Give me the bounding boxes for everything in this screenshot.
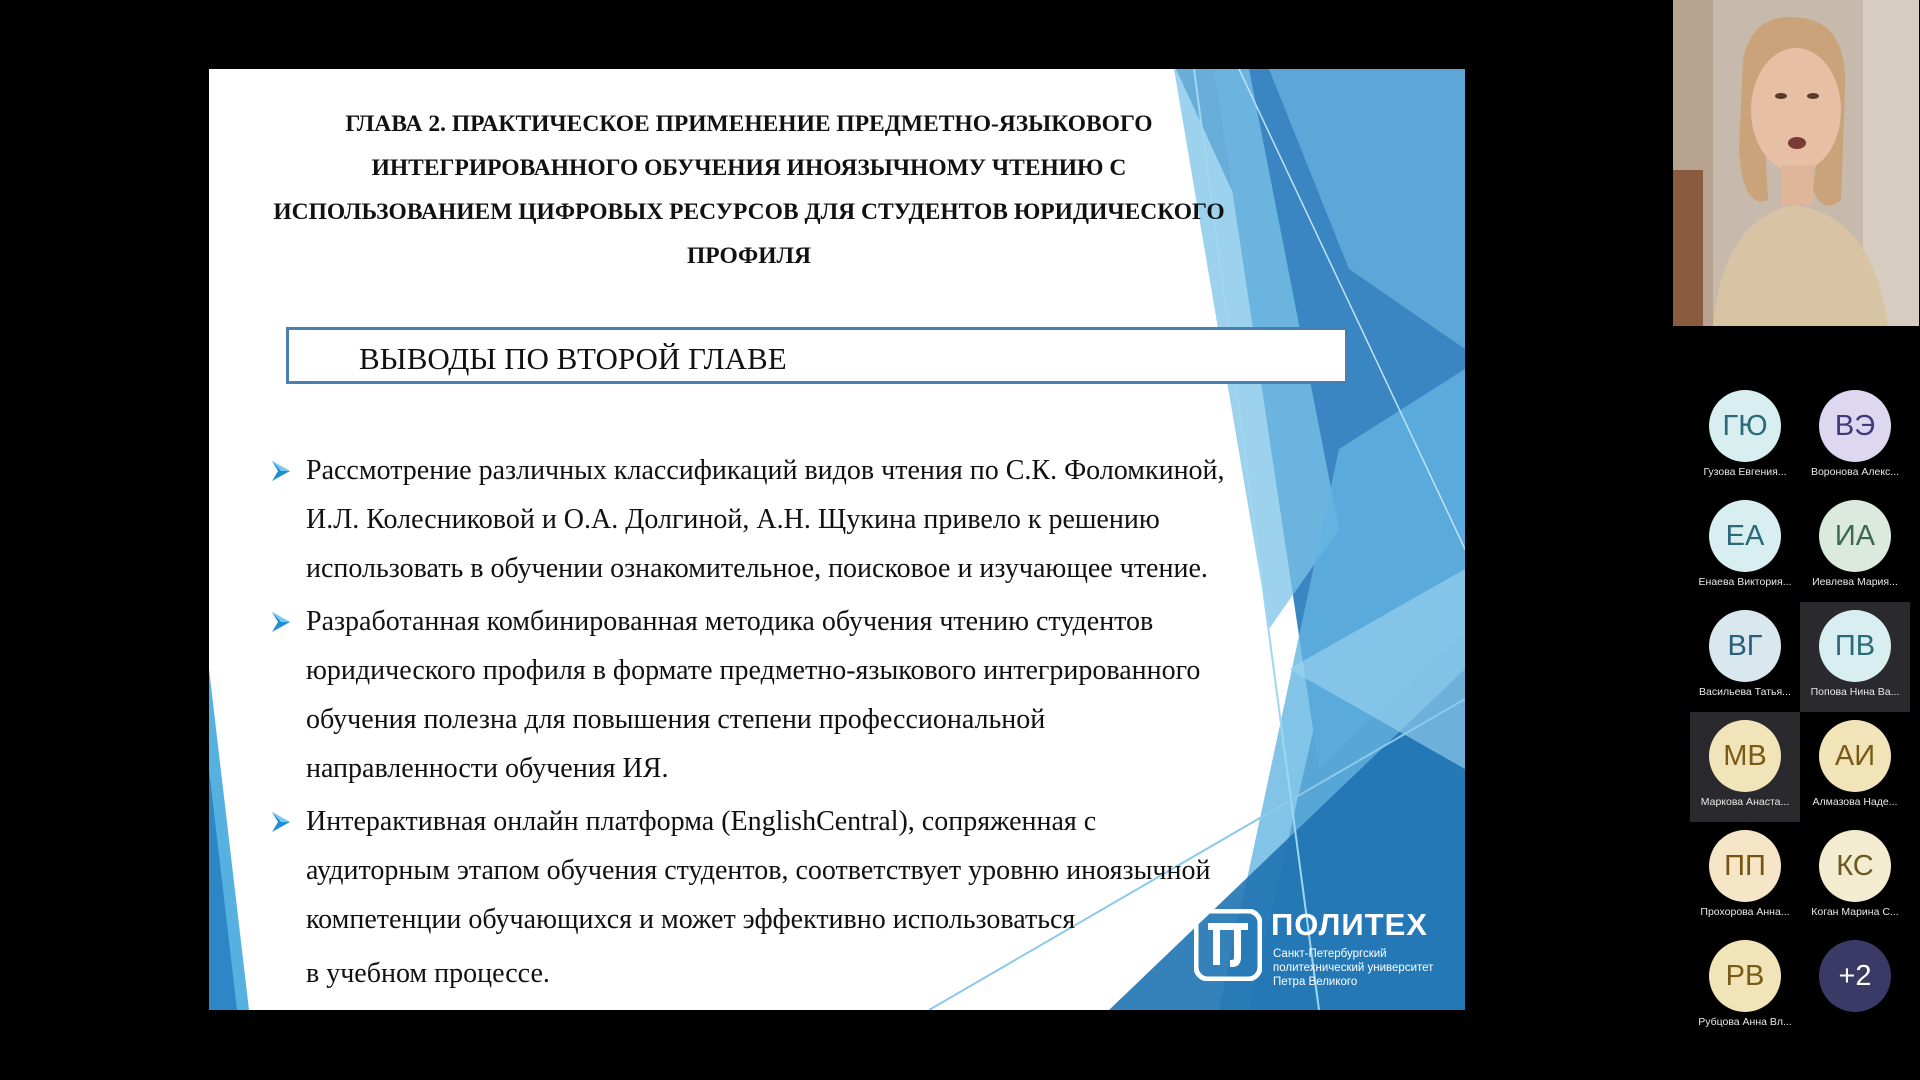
avatar: ЕА <box>1709 500 1781 572</box>
bullet-text-line: Интерактивная онлайн платформа (EnglishCentral), сопряженная с <box>306 806 1097 837</box>
list-item <box>269 597 1389 793</box>
participant-tile[interactable] <box>1690 602 1800 712</box>
participant-tile[interactable] <box>1690 822 1800 932</box>
bullet-text-line: И.Л. Колесниковой и О.А. Долгиной, А.Н. Щукина привело к решению <box>306 504 1160 535</box>
participant-name: Воронова Алекс... <box>1810 466 1900 478</box>
participant-name: Васильева Татья... <box>1699 686 1791 698</box>
participant-name: Попова Нина Ва... <box>1810 686 1900 698</box>
logo-subtitle-line: Петра Великого <box>1273 976 1358 988</box>
participant-tile[interactable] <box>1690 492 1800 602</box>
bullet-text-line: Разработанная комбинированная методика обучения чтению студентов <box>306 606 1154 637</box>
bullet-text-line: аудиторным этапом обучения студентов, соответствует уровню иноязычной <box>306 855 1211 886</box>
more-participants-button[interactable] <box>1800 932 1910 1042</box>
slide-title-line: ПРОФИЛЯ <box>686 243 811 269</box>
avatar: ВЭ <box>1819 390 1891 462</box>
bullet-text-line: использовать в обучении ознакомительное, поисковое и изучающее чтение. <box>306 553 1208 584</box>
section-heading: ВЫВОДЫ ПО ВТОРОЙ ГЛАВЕ <box>359 341 787 376</box>
participant-name: Рубцова Анна Вл... <box>1698 1016 1792 1028</box>
avatar: ГЮ <box>1709 390 1781 462</box>
slide-title-line: ИСПОЛЬЗОВАНИЕМ ЦИФРОВЫХ РЕСУРСОВ ДЛЯ СТУДЕНТОВ ЮРИДИЧЕСКОГО <box>273 199 1225 225</box>
arrow-bullet-icon <box>269 459 293 483</box>
slide-title-line: ГЛАВА 2. ПРАКТИЧЕСКОЕ ПРИМЕНЕНИЕ ПРЕДМЕТНО-ЯЗЫКОВОГО <box>345 111 1153 137</box>
avatar: АИ <box>1819 720 1891 792</box>
avatar: ИА <box>1819 500 1891 572</box>
section-heading-box <box>286 327 1348 384</box>
participant-tile[interactable] <box>1800 712 1910 822</box>
participant-tile[interactable] <box>1800 492 1910 602</box>
slide-title-line: ИНТЕГРИРОВАННОГО ОБУЧЕНИЯ ИНОЯЗЫЧНОМУ ЧТЕНИЮ С <box>371 155 1127 181</box>
participant-tile[interactable] <box>1690 712 1800 822</box>
polytech-logo <box>1194 909 1459 989</box>
logo-subtitle-line: политехнический университет <box>1273 962 1434 974</box>
participant-tile[interactable] <box>1690 382 1800 492</box>
list-item <box>269 446 1389 593</box>
presentation-slide <box>209 69 1465 1010</box>
avatar: ВГ <box>1709 610 1781 682</box>
participant-tile[interactable] <box>1800 822 1910 932</box>
avatar: ПП <box>1709 830 1781 902</box>
bullet-text-line: в учебном процессе. <box>306 958 550 989</box>
speaker-video-tile[interactable] <box>1673 0 1919 326</box>
polytech-logo-icon <box>1194 909 1262 981</box>
participant-name: Коган Марина С... <box>1811 906 1899 918</box>
arrow-bullet-icon <box>269 810 293 834</box>
participant-name: Енаева Виктория... <box>1698 576 1792 588</box>
logo-name: ПОЛИТЕХ <box>1271 907 1428 942</box>
participant-tile[interactable] <box>1690 932 1800 1042</box>
participant-name: Маркова Анаста... <box>1700 796 1790 808</box>
participant-name: Алмазова Наде... <box>1812 796 1898 808</box>
speaker-video-image <box>1673 0 1919 326</box>
avatar: КС <box>1819 830 1891 902</box>
participant-name: Иевлева Мария... <box>1812 576 1898 588</box>
bullet-text-line: направленности обучения ИЯ. <box>306 753 669 784</box>
avatar: +2 <box>1819 940 1891 1012</box>
participant-tile[interactable] <box>1800 602 1910 712</box>
bullet-text-line: Рассмотрение различных классификаций видов чтения по С.К. Фоломкиной, <box>306 455 1225 486</box>
avatar: РВ <box>1709 940 1781 1012</box>
avatar: ПВ <box>1819 610 1891 682</box>
participant-tile[interactable] <box>1800 382 1910 492</box>
bullet-text-line: юридического профиля в формате предметно-языкового интегрированного <box>306 655 1201 686</box>
bullet-text-line: обучения полезна для повышения степени профессиональной <box>306 704 1046 735</box>
avatar: МВ <box>1709 720 1781 792</box>
logo-subtitle <box>1273 947 1463 989</box>
arrow-bullet-icon <box>269 610 293 634</box>
slide-title <box>249 102 1249 278</box>
participant-name: Гузова Евгения... <box>1703 466 1787 478</box>
bullet-text-line: компетенции обучающихся и может эффективно использоваться <box>306 904 1076 935</box>
logo-subtitle-line: Санкт-Петербургский <box>1273 948 1387 960</box>
participant-name: Прохорова Анна... <box>1700 906 1790 918</box>
